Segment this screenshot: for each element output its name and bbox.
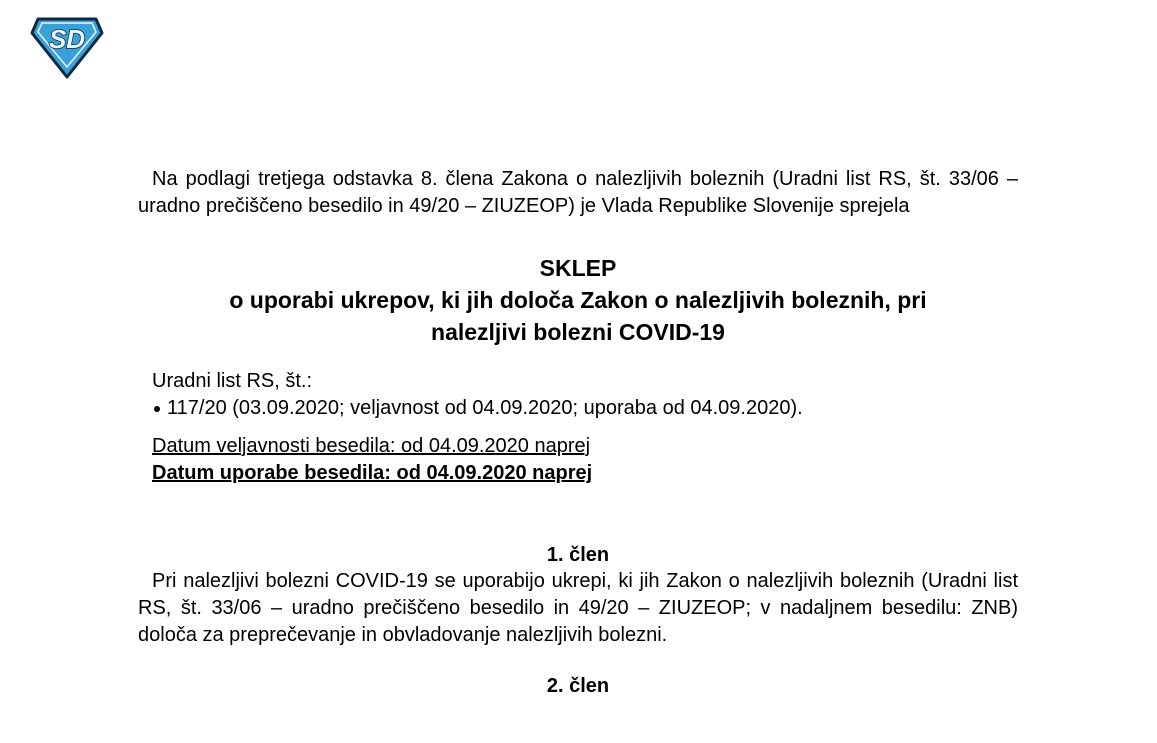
title-line-2: o uporabi ukrepov, ki jih določa Zakon o nalezljivih boleznih, pri <box>229 287 927 313</box>
article-1-text: Pri nalezljivi bolezni COVID-19 se uporabijo ukrepi, ki jih Zakon o nalezljivih boleznih (Uradni list RS, št. 33/06 – uradno prečiščeno besedilo in 49/20 – ZIUZEOP; v nadaljnem besedilu: ZNB) določa za preprečevanje in obvladovanje nalezljivih bolezni. <box>138 570 1018 646</box>
gazette-label: Uradni list RS, št.: <box>152 370 313 392</box>
article-2-heading: 2. člen <box>546 675 610 697</box>
validity-date: Datum veljavnosti besedila: od 04.09.2020 naprej <box>152 435 591 457</box>
gazette-item-text: 117/20 (03.09.2020; veljavnost od 04.09.2020; uporaba od 04.09.2020). <box>167 397 803 419</box>
gazette-reference <box>138 368 1018 422</box>
title-line-1: SKLEP <box>539 255 617 281</box>
intro-paragraph: Na podlagi tretjega odstavka 8. člena Zakona o nalezljivih boleznih (Uradni list RS, št. 33/06 – uradno prečiščeno besedilo in 49/20 – ZIUZEOP) je Vlada Republike Slovenije sprejela <box>138 168 1018 217</box>
gazette-list-item <box>152 395 1018 422</box>
logo-emblem <box>30 17 104 79</box>
dates-block <box>138 433 1018 487</box>
logo-text: SD <box>48 24 86 54</box>
article-1-heading: 1. člen <box>546 544 610 566</box>
title-line-3: nalezljivi bolezni COVID-19 <box>431 319 725 345</box>
document-body <box>138 166 1018 699</box>
bullet-icon <box>154 406 160 412</box>
diamond-shield-icon <box>30 17 104 79</box>
document-title <box>138 252 1018 348</box>
application-date: Datum uporabe besedila: od 04.09.2020 naprej <box>152 462 593 484</box>
